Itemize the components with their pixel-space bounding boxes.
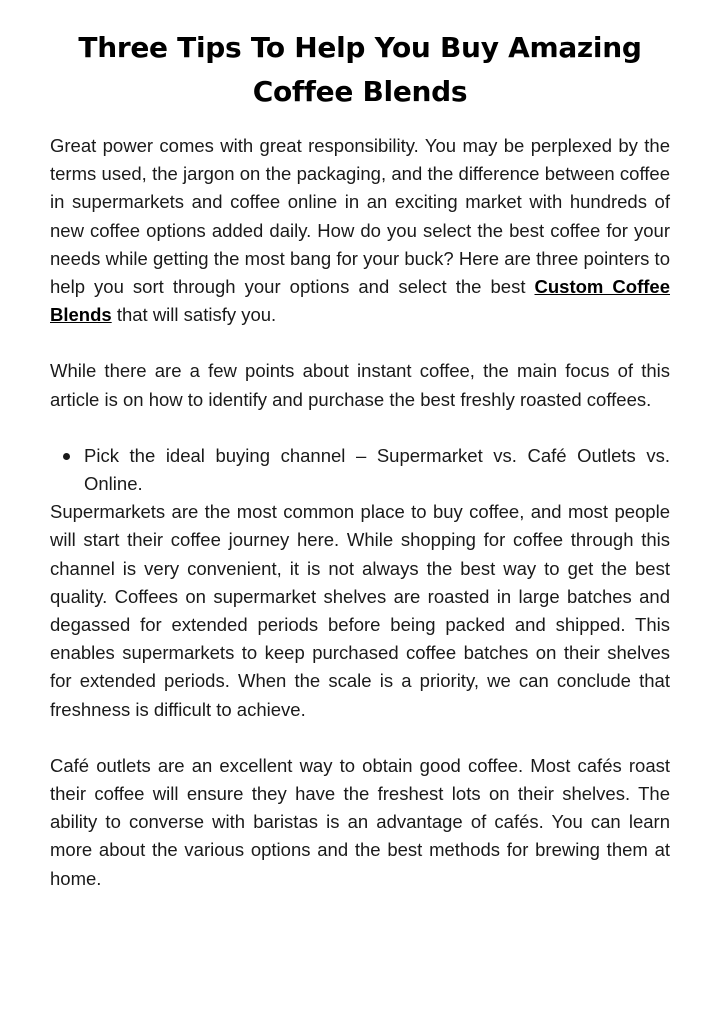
list-item: [50, 442, 670, 498]
intro-text-after-link: that will satisfy you.: [111, 304, 277, 326]
custom-coffee-blends-link[interactable]: Custom Coffee Blends: [50, 276, 670, 326]
paragraph-gap: [50, 724, 670, 752]
cafe-outlets-paragraph: Café outlets are an excellent way to obtain good coffee. Most cafés roast their coffee will ensure they have the freshest lots on their shelves. The ability to converse with baristas is an advantage of cafés. You can learn more about the various options and the best methods for brewing them at home.: [50, 754, 670, 889]
intro-paragraph: [50, 132, 670, 329]
paragraph-gap: [50, 414, 670, 442]
supermarket-paragraph: Supermarkets are the most common place to buy coffee, and most people will start their coffee journey here. While shopping for coffee through this channel is very convenient, it is not always the best way to get the best quality. Coffees on supermarket shelves are roasted in large batches and degassed for extended periods before being packed and shipped. This enables supermarkets to keep purchased coffee batches on their shelves for extended periods. When the scale is a priority, we can conclude that freshness is difficult to achieve.: [50, 501, 670, 720]
document-page: [50, 26, 670, 893]
paragraph-gap: [50, 329, 670, 357]
instant-coffee-paragraph: While there are a few points about instant coffee, the main focus of this article is on how to identify and purchase the best freshly roasted coffees.: [50, 360, 670, 410]
intro-text-before-link: Great power comes with great responsibility. You may be perplexed by the terms used, the jargon on the packaging, and the difference between coffee in supermarkets and coffee online in an exciting market with hundreds of new coffee options added daily. How do you select the best coffee for your needs while getting the most bang for your buck? Here are three pointers to help you sort through your options and select the best: [50, 135, 670, 298]
page-title: Three Tips To Help You Buy Amazing Coffee Blends: [78, 31, 642, 108]
tips-list: [50, 442, 670, 498]
bullet-text: Pick the ideal buying channel – Supermarket vs. Café Outlets vs. Online.: [84, 444, 670, 495]
bullet-dot-icon: [63, 453, 70, 460]
